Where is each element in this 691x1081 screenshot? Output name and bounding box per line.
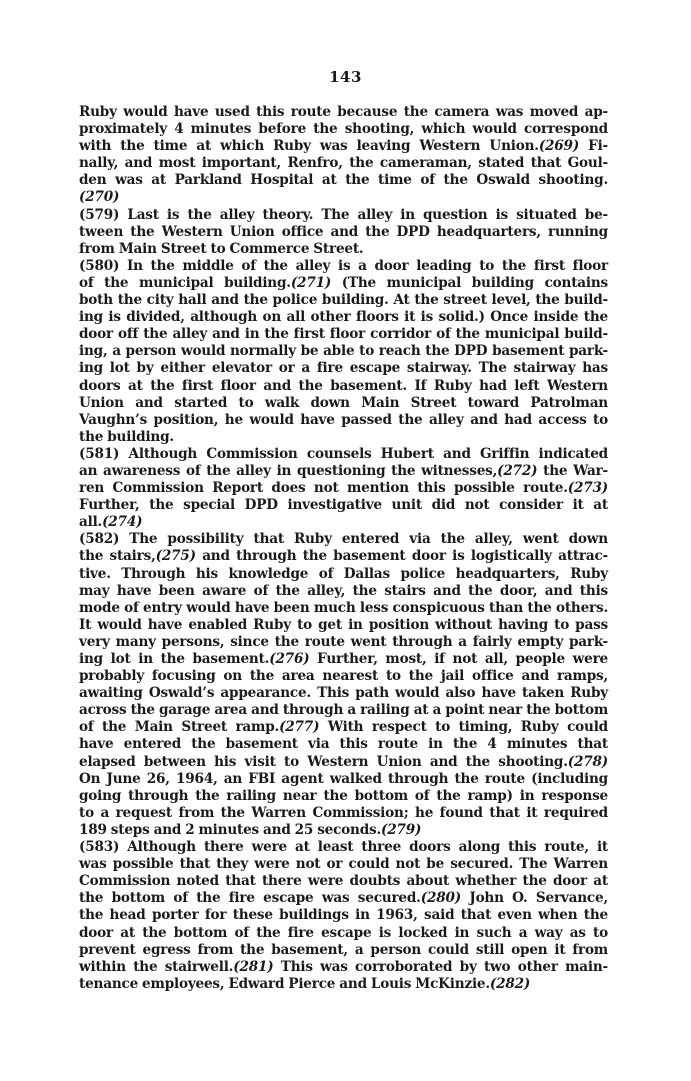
- citation-ref: (270): [79, 189, 120, 206]
- text-line: with the time at which Ruby was leaving Western Union.(269) Fi-: [79, 138, 608, 155]
- citation-ref: (280): [420, 890, 461, 907]
- text-line: elapsed between his visit to Western Union and the shooting.(278): [79, 753, 608, 770]
- text-line: an awareness of the alley in questioning the witnesses,(272) the War-: [79, 462, 608, 479]
- text-line: (580) In the middle of the alley is a door leading to the first floor: [79, 257, 608, 274]
- citation-ref: (272): [497, 462, 538, 479]
- text-line: (581) Although Commission counsels Hubert and Griffin indicated: [79, 445, 608, 462]
- paragraph-579: [79, 207, 608, 258]
- text-line: have entered the basement via this route in the 4 minutes that: [79, 736, 608, 753]
- paragraph-578-cont: [79, 104, 608, 207]
- text-line: across the garage area and through a railing at a point near the bottom: [79, 702, 608, 719]
- text-line: On June 26, 1964, an FBI agent walked through the route (including: [79, 770, 608, 787]
- text-line: doors at the first floor and the basement. If Ruby had left Western: [79, 377, 608, 394]
- citation-ref: (277): [279, 719, 320, 736]
- text-line: all.(274): [79, 514, 143, 531]
- paragraph-583: [79, 839, 608, 993]
- text-line: ing is divided, although on all other floors it is solid.) Once inside the: [79, 309, 608, 326]
- text-line: door at the bottom of the fire escape is locked in such a way as to: [79, 924, 608, 941]
- text-line: very many persons, since the route went through a fairly empty park-: [79, 633, 608, 650]
- citation-ref: (278): [567, 753, 608, 770]
- page-number: 143: [329, 68, 362, 86]
- text-line: nally, and most important, Renfro, the cameraman, stated that Goul-: [79, 155, 608, 172]
- text-line: was possible that they were not or could not be secured. The Warren: [79, 856, 608, 873]
- citation-ref: (275): [155, 548, 196, 565]
- text-line: Ruby would have used this route because the camera was moved ap-: [79, 104, 608, 120]
- text-line: from Main Street to Commerce Street.: [79, 240, 364, 257]
- text-line: awaiting Oswald’s appearance. This path would also have taken Ruby: [79, 685, 608, 702]
- text-line: within the stairwell.(281) This was corroborated by two other main-: [79, 958, 608, 975]
- text-line: Further, the special DPD investigative unit did not consider it at: [79, 497, 608, 514]
- text-line: of the Main Street ramp.(277) With respect to timing, Ruby could: [79, 719, 608, 736]
- citation-ref: (276): [269, 651, 310, 667]
- text-line: the head porter for these buildings in 1963, said that even when the: [79, 907, 608, 924]
- text-line: ren Commission Report does not mention this possible route.(273): [79, 480, 608, 497]
- text-line: mode of entry would have been much less conspicuous than the others.: [79, 599, 608, 616]
- citation-ref: (271): [290, 274, 332, 291]
- text-line: probably focusing on the area nearest to the jail office and ramps,: [79, 668, 608, 685]
- paragraph-580: [79, 258, 608, 446]
- paragraph-581: [79, 446, 608, 531]
- text-line: tween the Western Union office and the DPD headquarters, running: [79, 223, 608, 240]
- body-text: [79, 104, 608, 993]
- text-line: tenance employees, Edward Pierce and Louis McKinzie.(282): [79, 975, 531, 992]
- text-line: both the city hall and the police building. At the street level, the build-: [79, 292, 608, 309]
- text-line: ing lot in the basement.(276) Further, most, if not all, people were: [79, 651, 608, 667]
- citation-ref: (274): [102, 514, 143, 531]
- citation-ref: (281): [233, 958, 274, 975]
- text-line: may have been aware of the alley, the stairs and the door, and this: [79, 582, 608, 599]
- text-line: Union and started to walk down Main Street toward Patrolman: [79, 394, 608, 411]
- text-line: It would have enabled Ruby to get in position without having to pass: [79, 616, 608, 633]
- text-line: the building.: [79, 428, 174, 445]
- text-line: Vaughn’s position, he would have passed the alley and had access to: [79, 411, 608, 428]
- citation-ref: (269): [538, 138, 580, 155]
- text-line: Commission noted that there were doubts about whether the door at: [79, 873, 608, 890]
- text-line: proximately 4 minutes before the shooting, which would correspond: [79, 121, 608, 138]
- text-line: 189 steps and 2 minutes and 25 seconds.(279): [79, 821, 422, 838]
- text-line: den was at Parkland Hospital at the time of the Oswald shooting.: [79, 172, 608, 189]
- paragraph-582: [79, 531, 608, 839]
- text-line: ing lot by either elevator or a fire escape stairway. The stairway has: [79, 360, 608, 377]
- text-line: to a request from the Warren Commission; he found that it required: [79, 804, 608, 821]
- text-line: the stairs,(275) and through the basement door is logistically attrac-: [79, 548, 608, 565]
- text-line: [79, 189, 608, 206]
- text-line: (579) Last is the alley theory. The alley in question is situated be-: [79, 206, 608, 223]
- text-line: going through the railing near the bottom of the ramp) in response: [79, 787, 608, 804]
- text-line: of the municipal building.(271) (The municipal building contains: [79, 274, 608, 291]
- text-line: (582) The possibility that Ruby entered via the alley, went down: [79, 531, 608, 548]
- citation-ref: (282): [489, 975, 531, 992]
- text-line: prevent egress from the basement, a person could still open it from: [79, 941, 608, 958]
- text-line: door off the alley and in the first floor corridor of the municipal build-: [79, 326, 608, 343]
- text-line: (583) Although there were at least three doors along this route, it: [79, 839, 608, 856]
- text-line: ing, a person would normally be able to reach the DPD basement park-: [79, 343, 608, 360]
- text-line: the bottom of the fire escape was secured.(280) John O. Servance,: [79, 890, 608, 907]
- citation-ref: (279): [381, 821, 422, 838]
- citation-ref: (273): [567, 480, 608, 497]
- text-line: tive. Through his knowledge of Dallas police headquarters, Ruby: [79, 565, 608, 582]
